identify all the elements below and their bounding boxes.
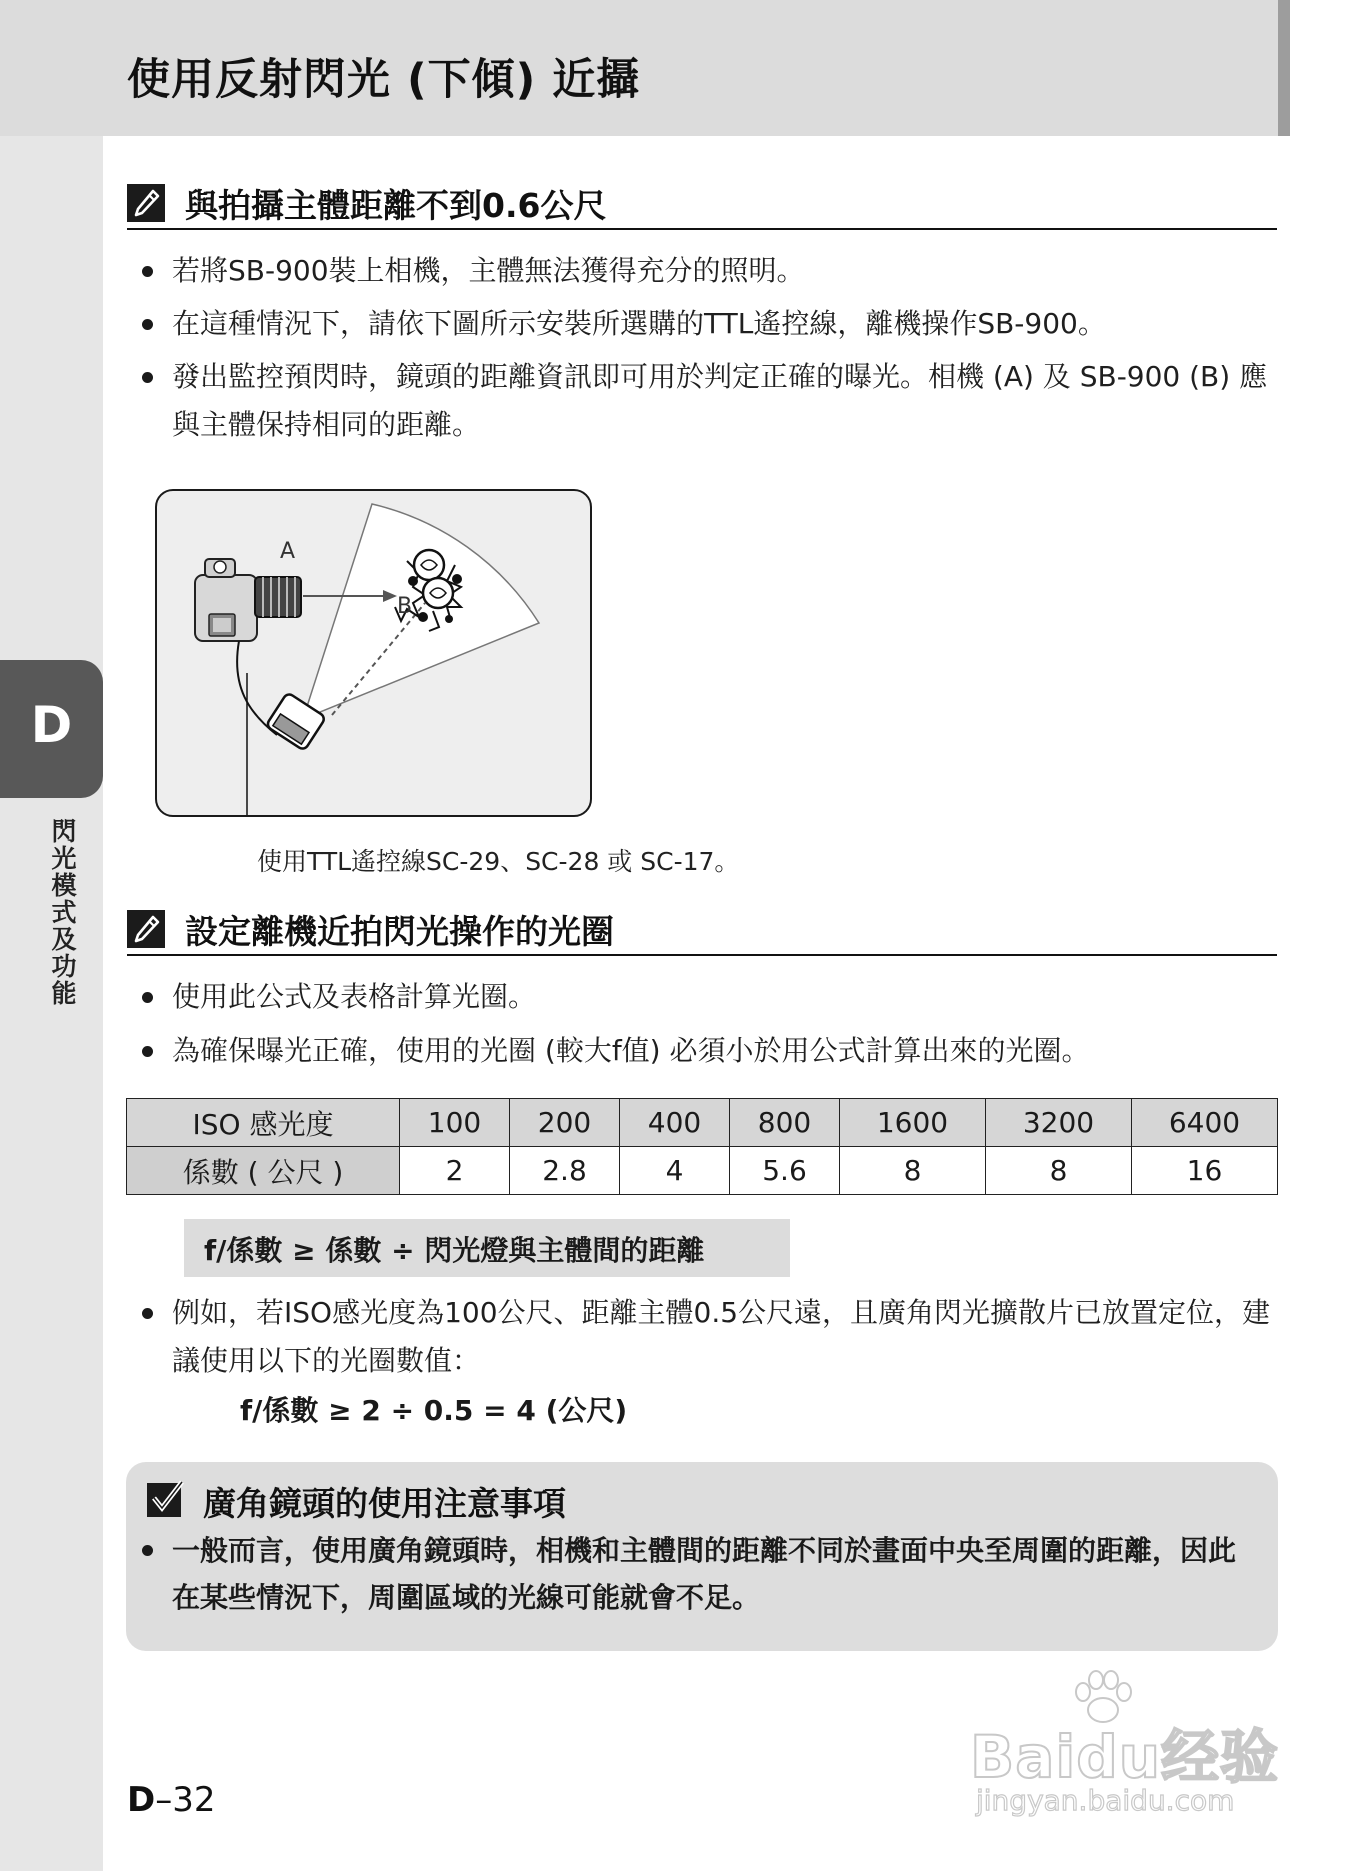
page-number-suffix: –32	[155, 1780, 216, 1820]
section-heading-close-distance	[127, 180, 1277, 230]
note-pencil-icon	[127, 910, 165, 948]
table-cell-iso: 200	[510, 1099, 620, 1147]
caution-checkmark-icon	[146, 1480, 186, 1520]
page-number	[127, 1780, 216, 1820]
bullet-dot	[142, 1046, 153, 1057]
bullet-item	[140, 973, 1280, 1021]
bullet-text: 為確保曝光正確，使用的光圈 (較大f值) 必須小於用公式計算出來的光圈。	[172, 1034, 1090, 1067]
table-cell-iso: 800	[730, 1099, 840, 1147]
bullet-text: 發出監控預閃時，鏡頭的距離資訊即可用於判定正確的曝光。相機 (A) 及 SB-900 (B) 應與主體保持相同的距離。	[172, 360, 1268, 441]
baidu-watermark	[968, 1668, 1288, 1828]
bullet-text: 在這種情況下，請依下圖所示安裝所選購的TTL遙控線，離機操作SB-900。	[172, 307, 1106, 340]
chapter-side-label: 閃光模式及功能	[48, 818, 77, 1007]
section-heading-text: 與拍攝主體距離不到0.6公尺	[185, 186, 607, 225]
caution-bullet	[140, 1527, 1260, 1621]
bullet-dot	[142, 1545, 153, 1556]
bullet-dot	[142, 319, 153, 330]
table-row-label: 係數 ( 公尺 )	[127, 1147, 400, 1195]
diagram-label-a: A	[280, 539, 296, 564]
table-cell-factor: 2	[400, 1147, 510, 1195]
table-cell-iso: 100	[400, 1099, 510, 1147]
table-cell-iso: 1600	[840, 1099, 986, 1147]
iso-factor-table	[126, 1098, 1278, 1195]
bullet-dot	[142, 372, 153, 383]
bullet-text: 若將SB-900裝上相機，主體無法獲得充分的照明。	[172, 254, 805, 287]
bullet-item	[140, 353, 1270, 449]
bullet-item	[140, 300, 1280, 348]
diagram-caption: 使用TTL遙控線SC-29、SC-28 或 SC-17。	[257, 847, 740, 876]
table-cell-iso: 400	[620, 1099, 730, 1147]
caution-text: 一般而言，使用廣角鏡頭時，相機和主體間的距離不同於畫面中央至周圍的距離，因此在某些情況下，周圍區域的光線可能就會不足。	[172, 1534, 1237, 1614]
table-cell-factor: 16	[1131, 1147, 1277, 1195]
chapter-tab-letter: D	[30, 696, 73, 754]
caution-heading: 廣角鏡頭的使用注意事項	[203, 1484, 566, 1523]
bullet-item	[140, 1027, 1280, 1075]
table-cell-factor: 8	[840, 1147, 986, 1195]
flash-light-cone	[303, 504, 539, 719]
aperture-formula: f/係數 ≥ 係數 ÷ 閃光燈與主體間的距離	[184, 1219, 790, 1277]
bullet-item	[140, 247, 1280, 295]
note-pencil-icon	[127, 184, 165, 222]
table-header-label: ISO 感光度	[127, 1099, 400, 1147]
caution-panel	[126, 1462, 1278, 1651]
table-cell-factor: 8	[985, 1147, 1131, 1195]
section-heading-aperture	[127, 906, 1277, 956]
remote-flash-diagram	[155, 489, 592, 817]
table-cell-iso: 3200	[985, 1099, 1131, 1147]
bullet-text: 例如，若ISO感光度為100公尺、距離主體0.5公尺遠，且廣角閃光擴散片已放置定位，建議使用以下的光圈數值：	[172, 1296, 1271, 1377]
table-cell-factor: 5.6	[730, 1147, 840, 1195]
table-cell-iso: 6400	[1131, 1099, 1277, 1147]
table-cell-factor: 4	[620, 1147, 730, 1195]
table-cell-factor: 2.8	[510, 1147, 620, 1195]
table-row	[127, 1147, 1278, 1195]
page-number-prefix: D	[127, 1780, 156, 1820]
watermark-brand: Baidu经验	[970, 1723, 1280, 1791]
table-header-row	[127, 1099, 1278, 1147]
bullet-item	[140, 1289, 1280, 1385]
camera-illustration	[195, 559, 301, 641]
header-band-edge	[1278, 0, 1290, 136]
bullet-text: 使用此公式及表格計算光圈。	[172, 980, 537, 1013]
diagram-label-b: B	[397, 594, 413, 619]
watermark-url: jingyan.baidu.com	[976, 1784, 1235, 1817]
page-title: 使用反射閃光 (下傾) 近攝	[127, 55, 641, 105]
section-heading-text: 設定離機近拍閃光操作的光圈	[185, 912, 614, 951]
bullet-dot	[142, 992, 153, 1003]
bullet-dot	[142, 1308, 153, 1319]
bullet-dot	[142, 266, 153, 277]
example-equation: f/係數 ≥ 2 ÷ 0.5 = 4 (公尺)	[240, 1394, 628, 1427]
